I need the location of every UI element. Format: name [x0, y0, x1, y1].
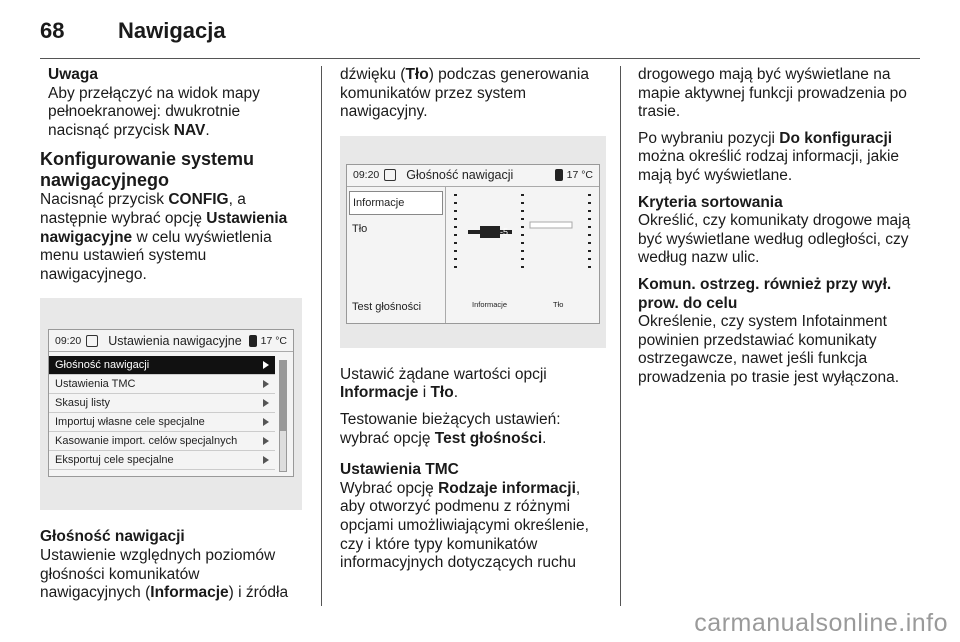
column-1	[40, 66, 302, 603]
paragraph-set-values: Ustawić żądane wartości opcji Informacje i Tło.	[340, 365, 547, 402]
chevron-right-icon	[263, 399, 269, 407]
subheading-tmc: Ustawienia TMC	[340, 461, 459, 479]
page-number: 68	[40, 18, 65, 43]
option-background[interactable]: Tło	[352, 223, 368, 236]
subheading-sorting: Kryteria sortowania	[638, 193, 783, 211]
chevron-right-icon	[263, 437, 269, 445]
volume-screen	[346, 164, 600, 324]
status-bar	[49, 330, 293, 352]
header-rule	[40, 58, 920, 59]
page-header	[40, 18, 226, 44]
menu-item-export-pois[interactable]: Eksportuj cele specjalne	[49, 451, 275, 470]
slider-label-background: Tło	[553, 300, 564, 310]
menu-item-delete-imported-pois[interactable]: Kasowanie import. celów specjalnych	[49, 432, 275, 451]
temperature: 17 °C	[566, 168, 593, 181]
checkbox-icon	[86, 335, 98, 347]
menu-item-tmc-settings[interactable]: Ustawienia TMC	[49, 375, 275, 394]
screen-title: Głośność nawigacji	[406, 167, 514, 182]
screenshot-navigation-volume	[340, 136, 606, 348]
volume-sliders	[446, 188, 600, 324]
screenshot-navigation-settings	[40, 298, 302, 510]
chevron-right-icon	[263, 361, 269, 369]
paragraph-volume: Ustawienie względnych poziomów głośności komunikatów nawigacyjnych (Informacje) i źródła	[40, 546, 289, 602]
paragraph-sorting: Określić, czy komunikaty drogowe mają być wyświetlane według odległości, czy według nazw ulic.	[638, 212, 911, 267]
column-divider	[321, 66, 322, 606]
chevron-right-icon	[263, 380, 269, 388]
screen-title: Ustawienia nawigacyjne	[108, 333, 242, 348]
paragraph-tmc: Wybrać opcję Rodzaje informacji, aby otworzyć podmenu z różnymi opcjami umożliwiającymi określenie, czy i które typy komunikatów informacyjnych dotyczących ruchu	[340, 479, 589, 572]
option-information[interactable]: Informacje	[349, 191, 443, 216]
paragraph-configuration: Po wybraniu pozycji Do konfiguracji można określić rodzaj informacji, jakie mają być wyświetlane.	[638, 129, 900, 184]
paragraph-background: dźwięku (Tło) podczas generowania komunikatów przez system nawigacyjny.	[340, 66, 589, 121]
clock: 09:20	[353, 168, 380, 181]
watermark: carmanualsonline.info	[694, 609, 948, 637]
slider-value: -5	[499, 226, 508, 237]
clock: 09:20	[55, 334, 82, 347]
paragraph-config: Nacisnąć przycisk CONFIG, a następnie wybrać opcję Ustawienia nawigacyjne w celu wyświetlenia menu ustawień systemu nawigacyjnego.	[40, 191, 288, 283]
thermometer-icon	[249, 335, 257, 347]
scrollbar[interactable]	[279, 360, 287, 472]
note-text: Aby przełączyć na widok mapy pełnoekranowej: dwukrotnie nacisnąć przycisk NAV.	[48, 84, 260, 139]
page-title: Nawigacja	[118, 18, 226, 43]
paragraph-warnings: Określenie, czy system Infotainment powinien przedstawiać komunikaty ostrzegawcze, nawet jeśli funkcja prowadzenia po trasie jest wyłączona.	[638, 313, 900, 386]
volume-options	[347, 187, 446, 323]
temperature: 17 °C	[260, 334, 287, 347]
chevron-right-icon	[263, 456, 269, 464]
menu-item-navigation-volume[interactable]: Głośność nawigacji	[49, 356, 275, 375]
status-bar	[347, 165, 599, 187]
slider-label-information: Informacje	[472, 300, 508, 310]
thermometer-icon	[555, 169, 563, 181]
chevron-right-icon	[263, 418, 269, 426]
subheading-warnings: Komun. ostrzeg. również przy wył. prow. do celu	[638, 275, 892, 312]
settings-list	[49, 352, 275, 470]
settings-screen	[48, 329, 294, 477]
scrollbar-thumb[interactable]	[280, 361, 286, 431]
section-heading: Konfigurowanie systemu nawigacyjnego	[40, 149, 255, 191]
option-volume-test[interactable]: Test głośności	[352, 301, 422, 314]
menu-item-import-pois[interactable]: Importuj własne cele specjalne	[49, 413, 275, 432]
menu-item-clear-lists[interactable]: Skasuj listy	[49, 394, 275, 413]
column-3	[638, 66, 920, 388]
column-divider	[620, 66, 621, 606]
note-box	[40, 66, 302, 140]
note-title: Uwaga	[48, 66, 98, 83]
column-2	[340, 66, 606, 573]
paragraph-test: Testowanie bieżących ustawień: wybrać opcję Test głośności.	[340, 410, 561, 447]
paragraph-traffic: drogowego mają być wyświetlane na mapie aktywnej funkcji prowadzenia po trasie.	[638, 66, 907, 121]
subheading-navigation-volume: Głośność nawigacji	[40, 528, 185, 546]
checkbox-icon	[384, 169, 396, 181]
